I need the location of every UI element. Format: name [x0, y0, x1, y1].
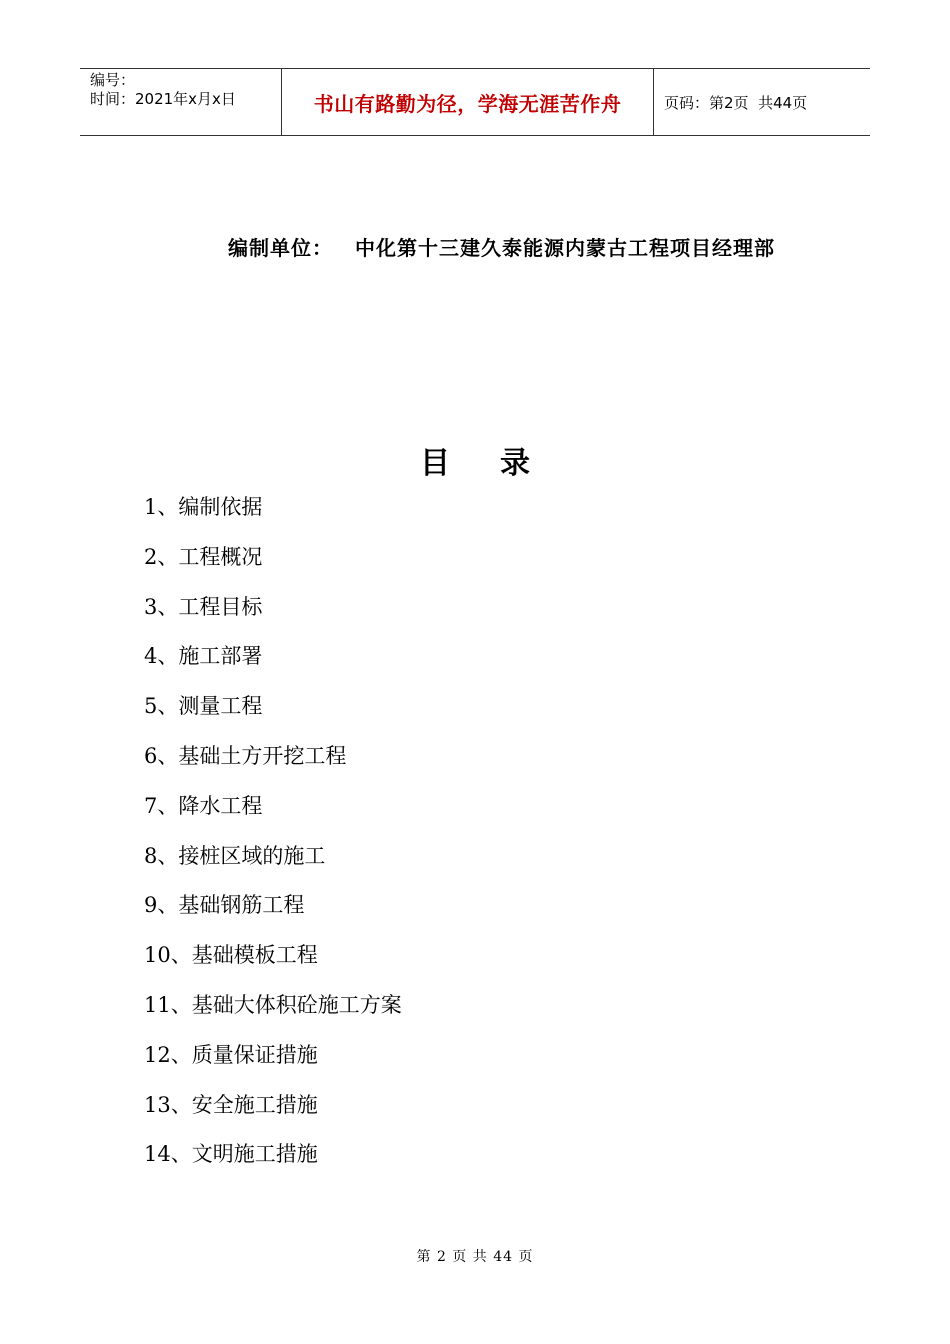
- toc-item: 1、编制依据: [144, 495, 263, 519]
- table-of-contents: [144, 491, 402, 1188]
- toc-item: 9、基础钢筋工程: [144, 893, 305, 918]
- header-page-info-cell: [654, 69, 870, 135]
- toc-item: 11、基础大体积砼施工方案: [144, 992, 402, 1017]
- toc-item: 13、安全施工措施: [144, 1092, 318, 1117]
- toc-item: 4、施工部署: [144, 644, 263, 669]
- toc-item: 6、基础土方开挖工程: [144, 743, 347, 768]
- toc-item: 7、降水工程: [144, 793, 263, 818]
- header-page-info: 页码：第2页 共44页: [664, 93, 808, 112]
- toc-item: 8、接桩区域的施工: [144, 843, 326, 868]
- organization-name: 中化第十三建久泰能源内蒙古工程项目经理部: [355, 236, 775, 260]
- toc-item: 14、文明施工措施: [144, 1142, 318, 1167]
- organization-line: [228, 232, 775, 261]
- toc-item: 10、基础模板工程: [144, 943, 318, 968]
- toc-item: 12、质量保证措施: [144, 1042, 318, 1067]
- organization-label: 编制单位：: [228, 236, 333, 260]
- document-date: 时间：2021年x月x日: [90, 90, 236, 108]
- page-footer: 第 2 页 共 44 页: [416, 1249, 534, 1265]
- toc-item: 3、工程目标: [144, 594, 263, 619]
- toc-title: 目录: [420, 446, 580, 481]
- header-meta-cell: [80, 69, 282, 135]
- page-header: [80, 68, 870, 136]
- toc-item: 5、测量工程: [144, 694, 263, 719]
- document-number-label: 编号：: [90, 71, 136, 89]
- toc-item: 2、工程概况: [144, 544, 263, 569]
- header-motto: 书山有路勤为径，学海无涯苦作舟: [282, 69, 654, 135]
